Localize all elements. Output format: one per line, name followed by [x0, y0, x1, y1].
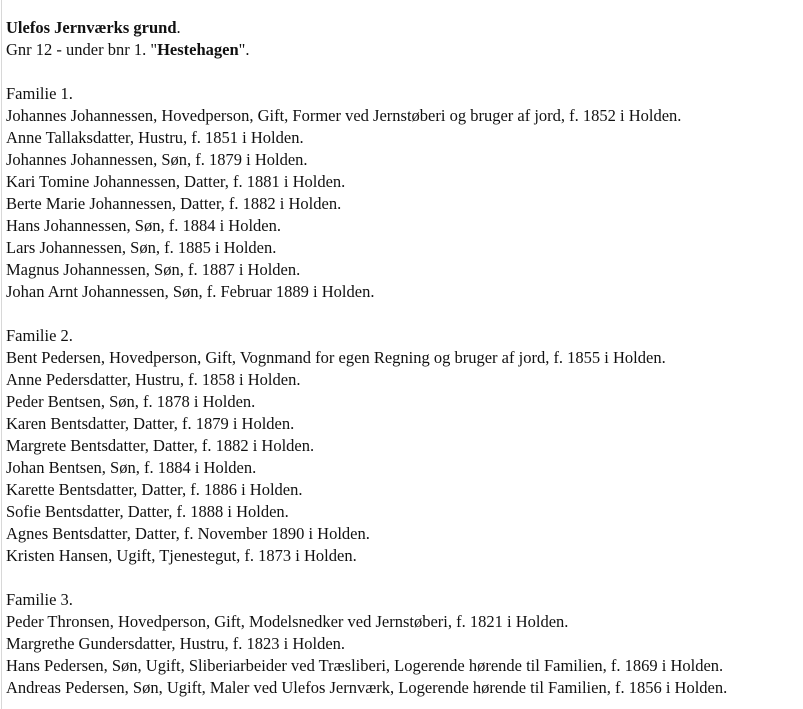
family-member: Johannes Johannessen, Søn, f. 1879 i Holden.: [6, 150, 308, 169]
family-heading: Familie 2.: [6, 326, 73, 345]
family-member: Kristen Hansen, Ugift, Tjenestegut, f. 1873 i Holden.: [6, 546, 357, 565]
family-member: Johan Bentsen, Søn, f. 1884 i Holden.: [6, 458, 257, 477]
families-list: [6, 83, 727, 699]
subtitle-suffix: ".: [238, 40, 250, 59]
family-member: Hans Pedersen, Søn, Ugift, Sliberiarbeider ved Træsliberi, Logerende hørende til Familien, f. 1869 i Holden.: [6, 656, 724, 675]
family-section: [6, 325, 727, 589]
family-member: Anne Tallaksdatter, Hustru, f. 1851 i Holden.: [6, 128, 304, 147]
family-member: Magnus Johannessen, Søn, f. 1887 i Holden.: [6, 260, 301, 279]
document-subtitle: [6, 39, 727, 61]
family-member: Karette Bentsdatter, Datter, f. 1886 i Holden.: [6, 480, 303, 499]
family-heading: Familie 3.: [6, 590, 73, 609]
family-member: Lars Johannessen, Søn, f. 1885 i Holden.: [6, 238, 277, 257]
family-member: Kari Tomine Johannessen, Datter, f. 1881 i Holden.: [6, 172, 346, 191]
document-body: [6, 17, 727, 699]
family-member: Peder Thronsen, Hovedperson, Gift, Modelsnedker ved Jernstøberi, f. 1821 i Holden.: [6, 612, 569, 631]
family-member: Hans Johannessen, Søn, f. 1884 i Holden.: [6, 216, 281, 235]
spacer: [6, 61, 727, 83]
family-member: Berte Marie Johannessen, Datter, f. 1882 i Holden.: [6, 194, 342, 213]
title-suffix: .: [176, 18, 181, 37]
family-section: [6, 589, 727, 699]
title-bold: Ulefos Jernværks grund: [6, 18, 177, 37]
family-section: [6, 83, 727, 325]
farm-name: Hestehagen: [157, 40, 239, 59]
family-member: Margrethe Gundersdatter, Hustru, f. 1823 i Holden.: [6, 634, 346, 653]
family-member: Sofie Bentsdatter, Datter, f. 1888 i Holden.: [6, 502, 289, 521]
family-member: Karen Bentsdatter, Datter, f. 1879 i Holden.: [6, 414, 295, 433]
subtitle-prefix: Gnr 12 - under bnr 1. ": [6, 40, 158, 59]
family-member: Andreas Pedersen, Søn, Ugift, Maler ved Ulefos Jernværk, Logerende hørende til Familien, f. 1856 i Holden.: [6, 678, 728, 697]
spacer: [6, 567, 727, 589]
family-member: Johan Arnt Johannessen, Søn, f. Februar 1889 i Holden.: [6, 282, 375, 301]
family-member: Peder Bentsen, Søn, f. 1878 i Holden.: [6, 392, 256, 411]
left-border: [1, 0, 2, 709]
family-member: Agnes Bentsdatter, Datter, f. November 1890 i Holden.: [6, 524, 370, 543]
family-member: Johannes Johannessen, Hovedperson, Gift, Former ved Jernstøberi og bruger af jord, f. 1852 i Holden.: [6, 106, 682, 125]
family-member: Anne Pedersdatter, Hustru, f. 1858 i Holden.: [6, 370, 301, 389]
family-heading: Familie 1.: [6, 84, 73, 103]
family-member: Margrete Bentsdatter, Datter, f. 1882 i Holden.: [6, 436, 315, 455]
document-title: [6, 17, 727, 39]
family-member: Bent Pedersen, Hovedperson, Gift, Vognmand for egen Regning og bruger af jord, f. 1855 i Holden.: [6, 348, 666, 367]
spacer: [6, 303, 727, 325]
